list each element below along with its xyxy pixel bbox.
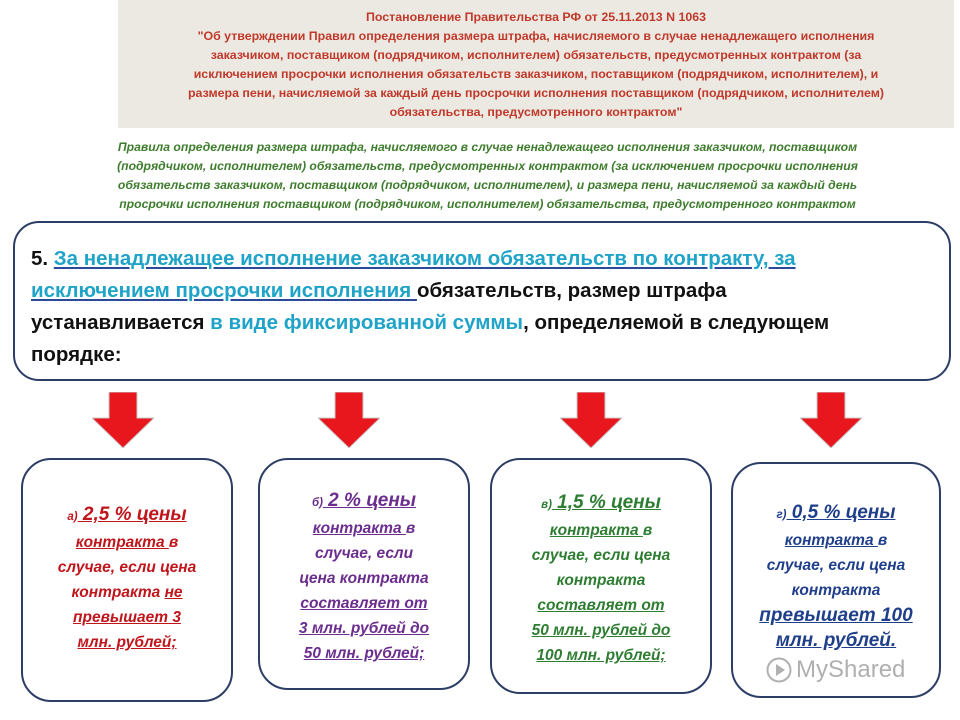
play-icon [766, 657, 792, 683]
card-text: контракта [75, 534, 169, 551]
decree-line: исключением просрочки исполнения обязательств заказчиком, поставщиком (подрядчиком, исполнителем), и [193, 67, 879, 81]
card-c-1-5-percent [490, 458, 712, 694]
down-arrow-icon [92, 392, 154, 448]
clause-text: устанавливается [31, 311, 211, 334]
clause-line [31, 275, 933, 307]
card-text: не [164, 584, 183, 601]
card-percent: 0,5 % цены [786, 502, 896, 523]
card-text: контракта [549, 522, 643, 539]
card-percent: 1,5 % цены [551, 492, 661, 513]
clause-text: порядке: [31, 343, 122, 366]
decree-line: "Об утверждении Правил определения размера штрафа, начисляемого в случае ненадлежащего исполнения [197, 29, 875, 43]
subtitle-line: (подрядчиком, исполнителем) обязательств, предусмотренных контрактом (за исключением просрочки исполнения [117, 159, 858, 173]
card-a-2-5-percent [21, 458, 233, 702]
card-text: превышает 3 [73, 609, 181, 626]
myshared-watermark [766, 656, 905, 684]
card-text: 50 млн. рублей; [303, 645, 425, 662]
card-text: млн. рублей; [77, 634, 177, 651]
card-text: цена контракта [299, 570, 429, 587]
card-percent: 2,5 % цены [77, 504, 187, 525]
watermark-text: MyShared [796, 656, 906, 683]
card-text: превышает 100 [759, 605, 913, 626]
card-text: случае, если цена [531, 547, 671, 564]
card-text: в [405, 520, 416, 537]
card-letter: в) [541, 499, 552, 511]
clause-5-box [13, 221, 951, 381]
decree-line: размера пени, начисляемой за каждый день просрочки исполнения поставщиком (подрядчиком, исполнителем) [187, 86, 884, 100]
card-text: контракта [791, 582, 881, 599]
card-letter: г) [776, 509, 787, 521]
card-text: млн. рублей. [775, 630, 897, 651]
card-text: контракта [71, 584, 165, 601]
card-text: в [168, 534, 179, 551]
card-text: контракта [556, 572, 646, 589]
subtitle-line: Правила определения размера штрафа, начисляемого в случае ненадлежащего исполнения заказчиком, поставщиком [117, 140, 858, 154]
down-arrow-icon [560, 392, 622, 448]
card-text: в [642, 522, 653, 539]
card-text: составляет от [537, 597, 665, 614]
card-text: контракта [784, 532, 878, 549]
clause-highlight: в виде фиксированной суммы [210, 311, 524, 334]
decree-title: Постановление Правительства РФ от 25.11.2013 N 1063 [365, 10, 707, 24]
clause-text: обязательств, размер штрафа [416, 279, 727, 302]
card-text: контракта [312, 520, 406, 537]
subtitle-line: обязательств заказчиком, поставщиком (подрядчиком, исполнителем), и размера пени, начисляемой за каждый день [117, 178, 858, 192]
card-text: 3 млн. рублей до [298, 620, 430, 637]
decree-line: обязательства, предусмотренного контрактом" [389, 105, 683, 119]
card-text: случае, если цена [766, 557, 906, 574]
card-text: случае, если цена [57, 559, 197, 576]
clause-text: , определяемой в следующем [523, 311, 830, 334]
down-arrow-icon [800, 392, 862, 448]
card-percent: 2 % цены [322, 490, 417, 511]
clause-number: 5. [31, 247, 54, 270]
clause-highlight: За ненадлежащее исполнение заказчиком обязательств по контракту, за [53, 247, 796, 270]
card-b-2-percent [258, 458, 470, 690]
rules-subtitle [40, 138, 935, 214]
card-letter: б) [311, 497, 323, 509]
clause-line [31, 339, 933, 371]
decree-line: заказчиком, поставщиком (подрядчиком, исполнителем) обязательств, предусмотренных контрактом (за [210, 48, 862, 62]
card-text: 100 млн. рублей; [536, 647, 666, 664]
down-arrow-icon [318, 392, 380, 448]
card-text: 50 млн. рублей до [531, 622, 671, 639]
clause-line [31, 307, 933, 339]
decree-header [118, 0, 954, 128]
clause-line [31, 243, 933, 275]
card-text: случае, если [314, 545, 414, 562]
subtitle-line: просрочки исполнения поставщиком (подрядчиком, исполнителем) обязательства, предусмотренного контрактом [119, 197, 856, 211]
card-text: в [877, 532, 888, 549]
card-text: составляет от [300, 595, 428, 612]
card-letter: а) [67, 511, 78, 523]
clause-highlight: исключением просрочки исполнения [31, 279, 417, 302]
